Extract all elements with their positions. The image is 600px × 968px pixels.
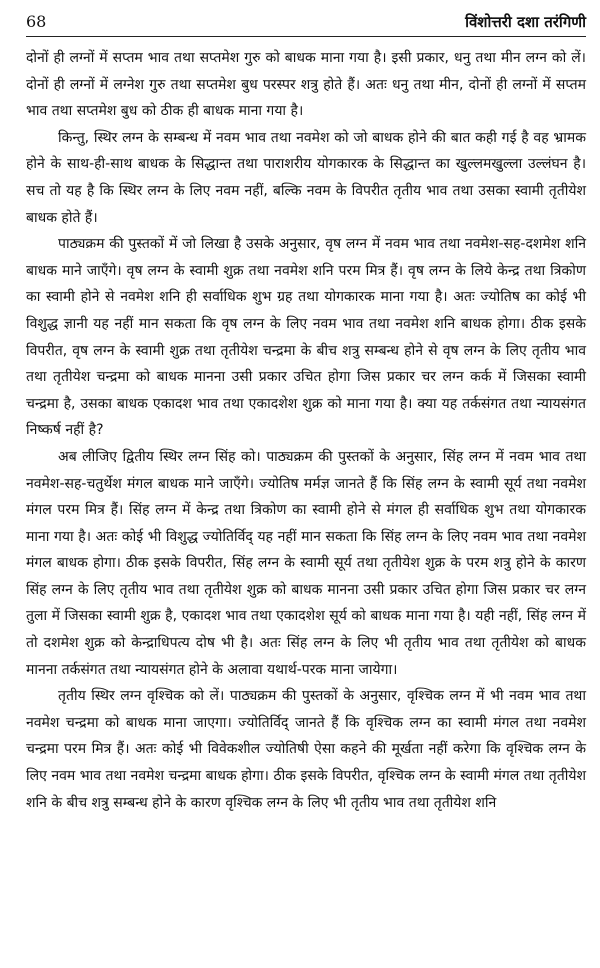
paragraph-continued: दोनों ही लग्नों में सप्तम भाव तथा सप्तमेश गुरु को बाधक माना गया है। इसी प्रकार, धनु तथा मीन लग्न को लें। दोनों ही लग्नों में लग्नेश गुरु तथा सप्तमेश बुध परस्पर शत्रु होते हैं। अतः धनु तथा मीन, दोनों ही लग्नों में सप्तम भाव तथा सप्तमेश बुध को ठीक ही बाधक माना गया है।	[26, 50, 586, 120]
body-text	[26, 45, 586, 816]
paragraph-fixed-lagna-ninth-house: किन्तु, स्थिर लग्न के सम्बन्ध में नवम भाव तथा नवमेश को जो बाधक होने की बात कही गई है वह भ्रामक होने के साथ-ही-साथ बाधक के सिद्धान्त तथा पाराशरीय योगकारक के सिद्धान्त का खुल्लमखुल्ला उल्लंघन है। सच तो यह है कि स्थिर लग्न के लिए नवम नहीं, बल्कि नवम के विपरीत तृतीय भाव तथा उसका स्वामी तृतीयेश बाधक होते हैं।	[26, 129, 586, 226]
paragraph-scorpio-lagna: तृतीय स्थिर लग्न वृश्चिक को लें। पाठ्यक्रम की पुस्तकों के अनुसार, वृश्चिक लग्न में भी नवम भाव तथा नवमेश चन्द्रमा को बाधक माना जाएगा। ज्योतिर्विद् जानते हैं कि वृश्चिक लग्न का स्वामी मंगल तथा नवमेश चन्द्रमा परम मित्र हैं। अतः कोई भी विवेकशील ज्योतिषी ऐसा कहने की मूर्खता नहीं करेगा कि वृश्चिक लग्न के लिए नवम भाव तथा नवमेश चन्द्रमा बाधक होगा। ठीक इसके विपरीत, वृश्चिक लग्न के स्वामी मंगल तथा तृतीयेश शनि के बीच शत्रु सम्बन्ध होने के कारण वृश्चिक लग्न के लिए भी तृतीय भाव तथा तृतीयेश शनि	[26, 688, 586, 811]
book-title: विंशोत्तरी दशा तरंगिणी	[465, 13, 586, 31]
running-header	[26, 12, 586, 37]
paragraph-leo-lagna: अब लीजिए द्वितीय स्थिर लग्न सिंह को। पाठ्यक्रम की पुस्तकों के अनुसार, सिंह लग्न में नवम भाव तथा नवमेश-सह-चतुर्थेश मंगल बाधक माने जाएँगे। ज्योतिष मर्मज्ञ जानते हैं कि सिंह लग्न के स्वामी सूर्य तथा नवमेश मंगल परम मित्र हैं। सिंह लग्न में केन्द्र तथा त्रिकोण का स्वामी होने से मंगल ही सर्वाधिक शुभ तथा योगकारक माना गया है। अतः कोई भी विशुद्ध ज्योतिर्विद् यह नहीं मान सकता कि सिंह लग्न के लिए नवम भाव तथा नवमेश मंगल बाधक होगा। ठीक इसके विपरीत, सिंह लग्न के स्वामी सूर्य तथा तृतीयेश शुक्र के परम शत्रु होने के कारण सिंह लग्न के लिए तृतीय भाव तथा तृतीयेश शुक्र को बाधक मानना उसी प्रकार उचित होगा जिस प्रकार चर लग्न तुला में जिसका स्वामी शुक्र है, एकादश भाव तथा एकादशेश सूर्य को बाधक माना गया है। यही नहीं, सिंह लग्न में तो दशमेश शुक्र को केन्द्राधिपत्य दोष भी है। अतः सिंह लग्न के लिए भी तृतीय भाव तथा तृतीयेश को बाधक मानना तर्कसंगत तथा न्यायसंगत होने के अलावा यथार्थ-परक माना जायेगा।	[26, 448, 586, 678]
page-number: 68	[26, 12, 47, 31]
paragraph-taurus-lagna: पाठ्यक्रम की पुस्तकों में जो लिखा है उसके अनुसार, वृष लग्न में नवम भाव तथा नवमेश-सह-दशमेश शनि बाधक माने जाएँगे। वृष लग्न के स्वामी शुक्र तथा नवमेश शनि परम मित्र हैं। वृष लग्न के लिये केन्द्र तथा त्रिकोण का स्वामी होने से नवमेश शनि ही सर्वाधिक शुभ ग्रह तथा योगकारक माना गया है। अतः ज्योतिष का कोई भी विशुद्ध ज्ञानी यह नहीं मान सकता कि वृष लग्न के लिए नवम भाव तथा नवमेश शनि बाधक होगा। ठीक इसके विपरीत, वृष लग्न के स्वामी शुक्र तथा तृतीयेश चन्द्रमा के बीच शत्रु सम्बन्ध होने से वृष लग्न के लिए तृतीय भाव तथा तृतीयेश चन्द्रमा को बाधक मानना उसी प्रकार उचित होगा जिस प्रकार चर लग्न कर्क में जिसका स्वामी चन्द्रमा है, उसका बाधक एकादश भाव तथा एकादशेश शुक्र को माना गया है। क्या यह तर्कसंगत तथा न्यायसंगत निष्कर्ष नहीं है?	[26, 236, 586, 439]
